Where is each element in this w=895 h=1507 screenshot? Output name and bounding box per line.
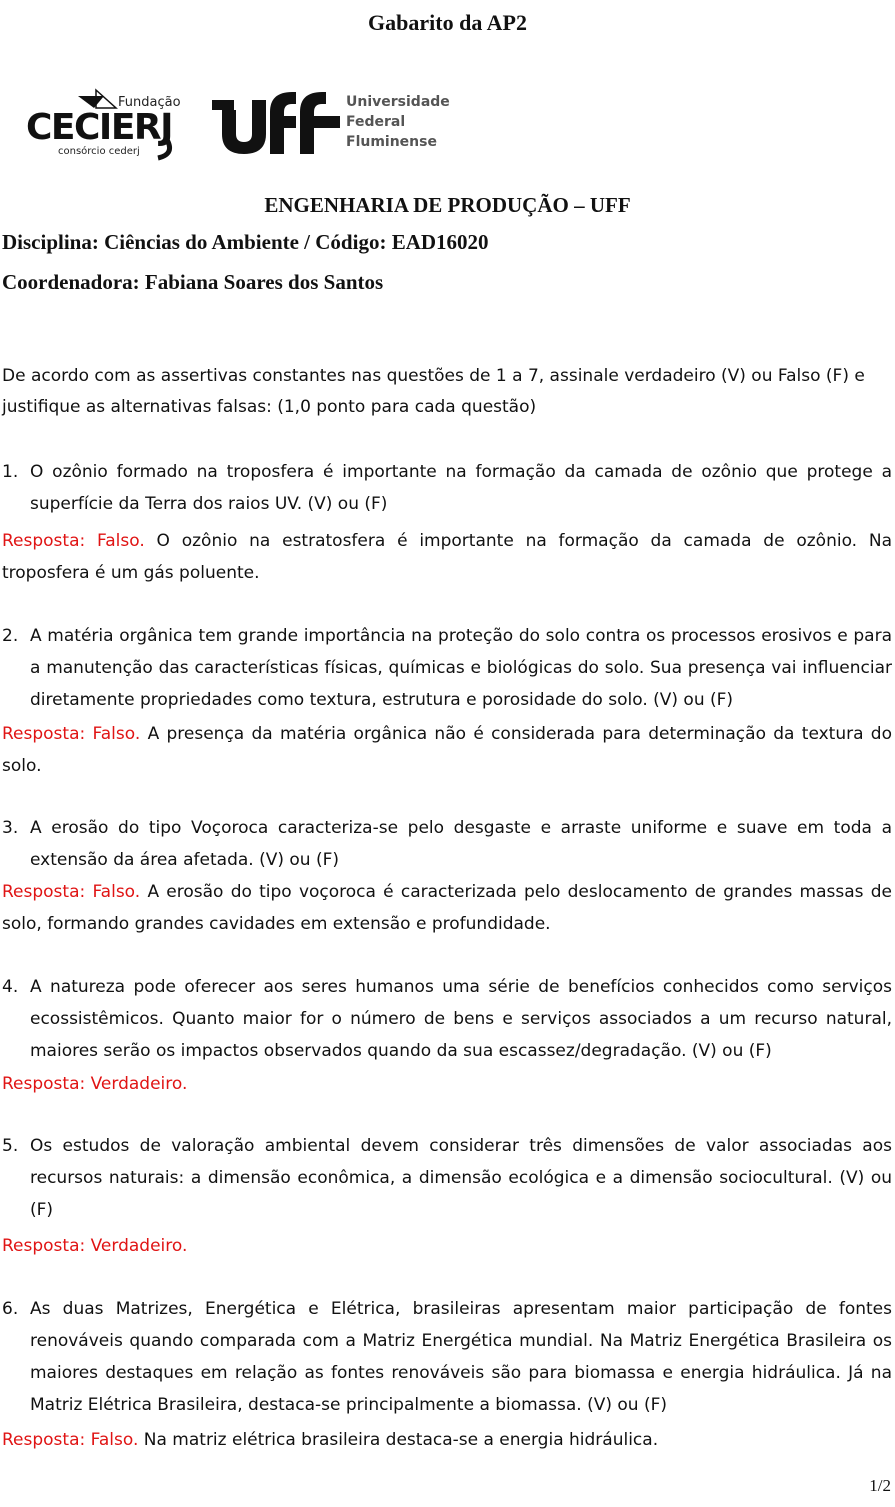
- question-text: A natureza pode oferecer aos seres humanos uma série de benefícios conhecidos como serviços ecossistêmicos. Quanto maior for o número de bens e serviços associados a um recurso natural, maiores serão os impactos observados quando da sua escassez/degradação. (V) ou (F): [30, 977, 892, 1061]
- uff-logo-icon: [212, 88, 342, 158]
- answer-2: [2, 718, 892, 782]
- question-number: 3.: [2, 818, 19, 838]
- answer-label: Resposta: Falso.: [2, 724, 141, 744]
- question-number: 2.: [2, 626, 19, 646]
- question-number: 1.: [2, 462, 19, 482]
- page-number: 1/2: [869, 1476, 891, 1495]
- answer-label: Resposta: Falso.: [2, 1430, 139, 1450]
- answer-5: [2, 1230, 892, 1262]
- document-title: Gabarito da AP2: [368, 10, 527, 35]
- answer-text: O ozônio na estratosfera é importante na formação da camada de ozônio. Na troposfera é um gás poluente.: [2, 531, 892, 583]
- question-6: [2, 1293, 892, 1421]
- question-number: 4.: [2, 977, 19, 997]
- course-heading: ENGENHARIA DE PRODUÇÃO – UFF: [264, 193, 631, 217]
- cecierj-consorcio-label: consórcio cederj: [58, 146, 140, 157]
- answer-label: Resposta: Verdadeiro.: [2, 1236, 188, 1256]
- question-4: [2, 971, 892, 1067]
- question-text: A erosão do tipo Voçoroca caracteriza-se pelo desgaste e arraste uniforme e suave em toda a extensão da área afetada. (V) ou (F): [30, 818, 892, 870]
- disciplina-line: Disciplina: Ciências do Ambiente / Código: EAD16020: [2, 230, 489, 254]
- answer-6: [2, 1424, 892, 1456]
- cecierj-fundacao-label: Fundação: [118, 95, 181, 110]
- answer-label: Resposta: Verdadeiro.: [2, 1074, 188, 1094]
- uff-line-2: Federal: [346, 114, 406, 130]
- answer-label: Resposta: Falso.: [2, 531, 145, 551]
- answer-4: [2, 1068, 892, 1100]
- question-number: 5.: [2, 1136, 19, 1156]
- answer-label: Resposta: Falso.: [2, 882, 141, 902]
- question-1: [2, 456, 892, 520]
- answer-text: A presença da matéria orgânica não é considerada para determinação da textura do solo.: [2, 724, 893, 776]
- answer-text: Na matriz elétrica brasileira destaca-se a energia hidráulica.: [143, 1430, 659, 1450]
- question-text: Os estudos de valoração ambiental devem considerar três dimensões de valor associadas aos recursos naturais: a dimensão econômica, a dimensão ecológica e a dimensão sociocultural. (V) ou (F): [30, 1136, 892, 1220]
- answer-3: [2, 876, 892, 940]
- question-3: [2, 812, 892, 876]
- answer-1: [2, 525, 892, 589]
- uff-line-3: Fluminense: [346, 134, 437, 150]
- question-text: O ozônio formado na troposfera é importante na formação da camada de ozônio que protege a superfície da Terra dos raios UV. (V) ou (F): [30, 462, 892, 514]
- question-2: [2, 620, 892, 716]
- coordenadora-line: Coordenadora: Fabiana Soares dos Santos: [2, 270, 384, 294]
- instructions-paragraph: De acordo com as assertivas constantes nas questões de 1 a 7, assinale verdadeiro (V) ou Falso (F) e justifique as alternativas falsas: (1,0 ponto para cada questão): [2, 366, 865, 417]
- answer-text: A erosão do tipo voçoroca é caracterizada pelo deslocamento de grandes massas de solo, formando grandes cavidades em extensão e profundidade.: [2, 882, 892, 934]
- cecierj-name: CECIERJ: [26, 107, 173, 148]
- question-5: [2, 1130, 892, 1226]
- uff-name: [346, 92, 450, 152]
- question-text: A matéria orgânica tem grande importância na proteção do solo contra os processos erosivos e para a manutenção das características físicas, químicas e biológicas do solo. Sua presença vai influenciar diretamente propriedades como textura, estrutura e porosidade do solo. (V) ou (F): [30, 626, 892, 710]
- question-number: 6.: [2, 1299, 19, 1319]
- uff-line-1: Universidade: [346, 94, 450, 110]
- question-text: As duas Matrizes, Energética e Elétrica, brasileiras apresentam maior participação de fontes renováveis quando comparada com a Matriz Energética mundial. Na Matriz Energética Brasileira os maiores destaques em relação as fontes renováveis são para biomassa e energia hidráulica. Já na Matriz Elétrica Brasileira, destaca-se principalmente a biomassa. (V) ou (F): [30, 1299, 892, 1415]
